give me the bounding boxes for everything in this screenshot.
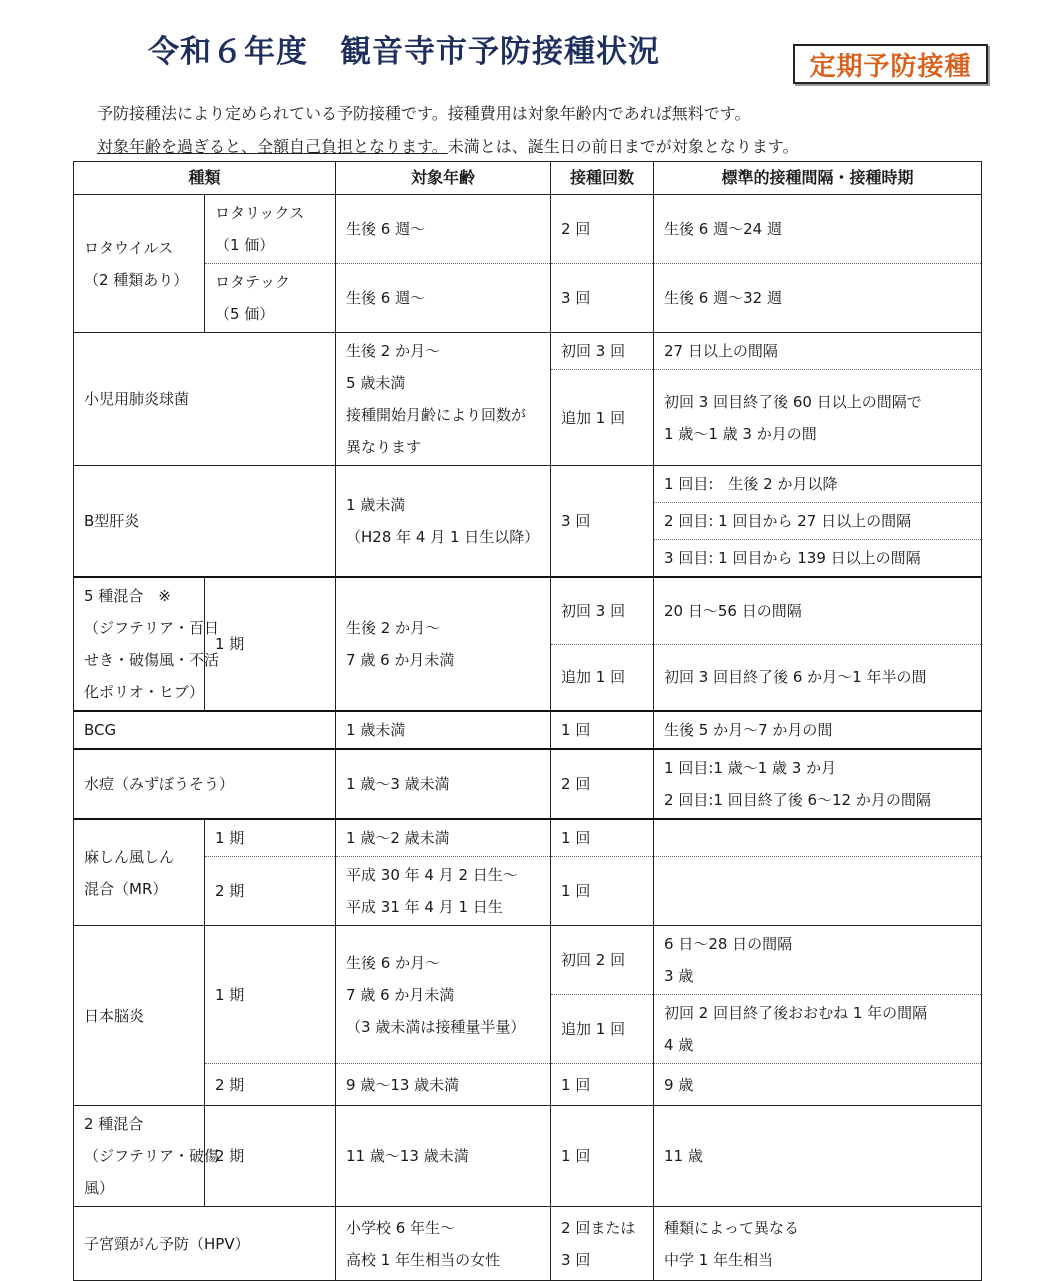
bcg-age: 1 歳未満 bbox=[336, 711, 551, 749]
varicella-age: 1 歳～3 歳未満 bbox=[336, 749, 551, 819]
table-row bbox=[74, 195, 982, 264]
rota-rotarix-age: 生後 6 週～ bbox=[336, 195, 551, 264]
je-count-initial: 初回 2 回 bbox=[551, 926, 654, 995]
pcv-count-initial: 初回 3 回 bbox=[551, 333, 654, 370]
table-row bbox=[74, 711, 982, 749]
bcg-count: 1 回 bbox=[551, 711, 654, 749]
intro-line-1: 予防接種法により定められている予防接種です。接種費用は対象年齢内であれば無料です。 bbox=[97, 104, 751, 123]
varicella-name: 水痘（みずぼうそう） bbox=[74, 749, 336, 819]
table-row bbox=[74, 819, 982, 857]
five-age: 生後 2 か月～ 7 歳 6 か月未満 bbox=[336, 577, 551, 711]
mr-period-2-count: 1 回 bbox=[551, 857, 654, 926]
five-name: 5 種混合 ※ （ジフテリア・百日 せき・破傷風・不活 化ポリオ・ヒブ） bbox=[74, 577, 205, 711]
rota-name: ロタウイルス （2 種類あり） bbox=[74, 195, 205, 333]
five-period: 1 期 bbox=[205, 577, 336, 711]
five-count-booster: 追加 1 回 bbox=[551, 644, 654, 711]
je-period-2-age: 9 歳～13 歳未満 bbox=[336, 1064, 551, 1106]
page-title: 令和６年度 観音寺市予防接種状況 bbox=[148, 34, 660, 70]
header-count: 接種回数 bbox=[551, 162, 654, 195]
varicella-schedule: 1 回目:1 歳～1 歳 3 か月 2 回目:1 回目終了後 6～12 か月の間隔 bbox=[654, 749, 982, 819]
hpv-age: 小学校 6 年生～ 高校 1 年生相当の女性 bbox=[336, 1207, 551, 1281]
mr-name: 麻しん風しん 混合（MR） bbox=[74, 819, 205, 926]
hepb-schedule-1: 1 回目: 生後 2 か月以降 bbox=[654, 466, 982, 503]
table-row bbox=[74, 857, 982, 926]
header-kind: 種類 bbox=[74, 162, 336, 195]
table-row bbox=[74, 1207, 982, 1281]
hepb-count: 3 回 bbox=[551, 466, 654, 578]
table-row bbox=[74, 577, 982, 644]
mr-period-1-schedule bbox=[654, 819, 982, 857]
mr-period-1-count: 1 回 bbox=[551, 819, 654, 857]
rota-rotarix-schedule: 生後 6 週～24 週 bbox=[654, 195, 982, 264]
je-schedule-initial: 6 日～28 日の間隔 3 歳 bbox=[654, 926, 982, 995]
rota-rotarix-count: 2 回 bbox=[551, 195, 654, 264]
table-row bbox=[74, 749, 982, 819]
hpv-schedule: 種類によって異なる 中学 1 年生相当 bbox=[654, 1207, 982, 1281]
hepb-schedule-2: 2 回目: 1 回目から 27 日以上の間隔 bbox=[654, 503, 982, 540]
five-schedule-booster: 初回 3 回目終了後 6 か月～1 年半の間 bbox=[654, 644, 982, 711]
hpv-count: 2 回または 3 回 bbox=[551, 1207, 654, 1281]
table-row bbox=[74, 333, 982, 370]
hepb-schedule-3: 3 回目: 1 回目から 139 日以上の間隔 bbox=[654, 540, 982, 578]
pcv-schedule-initial: 27 日以上の間隔 bbox=[654, 333, 982, 370]
hepb-name: B型肝炎 bbox=[74, 466, 336, 578]
dt-age: 11 歳～13 歳未満 bbox=[336, 1106, 551, 1207]
five-schedule-initial: 20 日～56 日の間隔 bbox=[654, 577, 982, 644]
table-row bbox=[74, 1064, 982, 1106]
table-row bbox=[74, 264, 982, 333]
mr-period-1: 1 期 bbox=[205, 819, 336, 857]
varicella-count: 2 回 bbox=[551, 749, 654, 819]
pcv-schedule-booster: 初回 3 回目終了後 60 日以上の間隔で 1 歳～1 歳 3 か月の間 bbox=[654, 370, 982, 466]
routine-vaccination-badge: 定期予防接種 bbox=[793, 44, 988, 84]
bcg-name: BCG bbox=[74, 711, 336, 749]
je-period-2: 2 期 bbox=[205, 1064, 336, 1106]
five-count-initial: 初回 3 回 bbox=[551, 577, 654, 644]
dt-period: 2 期 bbox=[205, 1106, 336, 1207]
rota-rotarix: ロタリックス （1 価） bbox=[205, 195, 336, 264]
vaccination-table bbox=[73, 161, 982, 1281]
dt-count: 1 回 bbox=[551, 1106, 654, 1207]
rota-rotateq: ロタテック （5 価） bbox=[205, 264, 336, 333]
table-header-row bbox=[74, 162, 982, 195]
je-period-2-schedule: 9 歳 bbox=[654, 1064, 982, 1106]
rota-rotateq-schedule: 生後 6 週～32 週 bbox=[654, 264, 982, 333]
je-schedule-booster: 初回 2 回目終了後おおむね 1 年の間隔 4 歳 bbox=[654, 995, 982, 1064]
rota-rotateq-count: 3 回 bbox=[551, 264, 654, 333]
intro-note: 未満とは、誕生日の前日までが対象となります。 bbox=[447, 137, 799, 156]
header-schedule: 標準的接種間隔・接種時期 bbox=[654, 162, 982, 195]
intro-line-2 bbox=[97, 134, 798, 157]
mr-period-2-age: 平成 30 年 4 月 2 日生～ 平成 31 年 4 月 1 日生 bbox=[336, 857, 551, 926]
mr-period-1-age: 1 歳～2 歳未満 bbox=[336, 819, 551, 857]
header-age: 対象年齢 bbox=[336, 162, 551, 195]
bcg-schedule: 生後 5 か月～7 か月の間 bbox=[654, 711, 982, 749]
hepb-age: 1 歳未満 （H28 年 4 月 1 日生以降） bbox=[336, 466, 551, 578]
je-period-1: 1 期 bbox=[205, 926, 336, 1064]
dt-schedule: 11 歳 bbox=[654, 1106, 982, 1207]
je-period-1-age: 生後 6 か月～ 7 歳 6 か月未満 （3 歳未満は接種量半量） bbox=[336, 926, 551, 1064]
table-row bbox=[74, 1106, 982, 1207]
mr-period-2: 2 期 bbox=[205, 857, 336, 926]
hpv-name: 子宮頸がん予防（HPV） bbox=[74, 1207, 336, 1281]
mr-period-2-schedule bbox=[654, 857, 982, 926]
intro-underlined-note: 対象年齢を過ぎると、全額自己負担となります。 bbox=[97, 137, 448, 156]
je-count-booster: 追加 1 回 bbox=[551, 995, 654, 1064]
pcv-count-booster: 追加 1 回 bbox=[551, 370, 654, 466]
pcv-age: 生後 2 か月～ 5 歳未満 接種開始月齢により回数が 異なります bbox=[336, 333, 551, 466]
pcv-name: 小児用肺炎球菌 bbox=[74, 333, 336, 466]
je-period-2-count: 1 回 bbox=[551, 1064, 654, 1106]
je-name: 日本脳炎 bbox=[74, 926, 205, 1106]
table-row bbox=[74, 466, 982, 503]
rota-rotateq-age: 生後 6 週～ bbox=[336, 264, 551, 333]
dt-name: 2 種混合 （ジフテリア・破傷 風） bbox=[74, 1106, 205, 1207]
table-row bbox=[74, 926, 982, 995]
